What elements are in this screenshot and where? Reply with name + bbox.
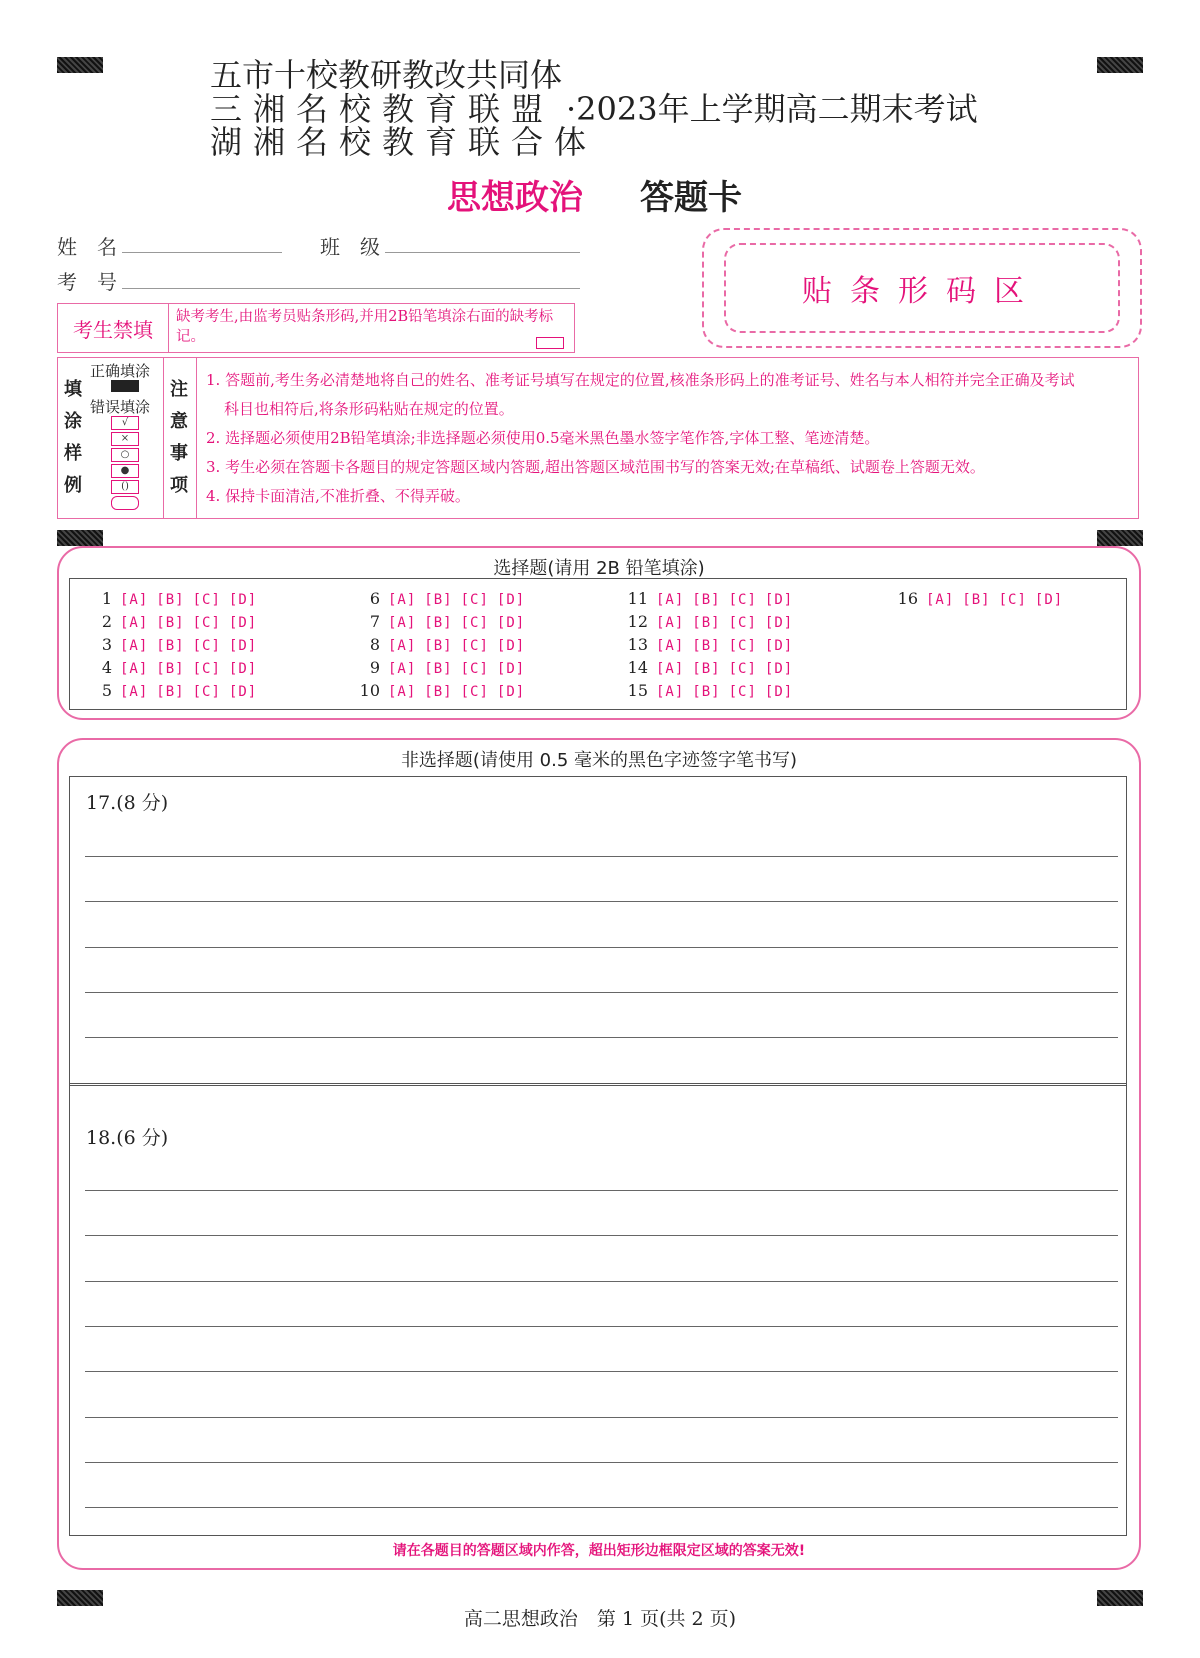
notice-item-2: 2. 选择题必须使用2B铅笔填涂;非选择题必须使用0.5毫米黑色墨水签字笔作答,字体工整、笔迹清楚。 — [206, 429, 880, 447]
choice-option-c[interactable]: [C] — [728, 661, 757, 677]
choice-option-a[interactable]: [A] — [388, 615, 417, 631]
choice-option-d[interactable]: [D] — [764, 638, 794, 654]
choice-option-a[interactable]: [A] — [388, 684, 417, 700]
choice-section-title: 选择题(请用 2B 铅笔填涂) — [493, 558, 705, 579]
answer-line — [85, 1281, 1118, 1282]
answer-line — [85, 1235, 1118, 1236]
notice-item-4: 4. 保持卡面清洁,不准折叠、不得弄破。 — [206, 487, 470, 505]
choice-option-a[interactable]: [A] — [388, 592, 417, 608]
choice-option-a[interactable]: [A] — [120, 684, 149, 700]
question-number: 5 — [101, 681, 112, 700]
answer-line — [85, 1417, 1118, 1418]
answer-line — [85, 1326, 1118, 1327]
choice-option-c[interactable]: [C] — [192, 615, 221, 631]
wrong-sample-cross: × — [111, 432, 139, 446]
choice-option-b[interactable]: [B] — [692, 661, 721, 677]
answer-line — [85, 1190, 1118, 1191]
choice-option-a[interactable]: [A] — [656, 592, 685, 608]
q17-box[interactable] — [69, 776, 1127, 1086]
question-number: 9 — [369, 658, 380, 677]
name-field[interactable] — [122, 252, 282, 253]
choice-question-5 — [90, 681, 257, 700]
answer-line — [85, 992, 1118, 993]
choice-section — [57, 546, 1141, 720]
choice-question-8 — [358, 635, 525, 654]
notice-box — [57, 357, 1139, 519]
choice-option-d[interactable]: [D] — [228, 684, 258, 700]
q17-label: 17.(8 分) — [86, 792, 169, 814]
wrong-sample-circle: ○ — [111, 448, 139, 462]
choice-option-c[interactable]: [C] — [460, 638, 489, 654]
wrong-sample-oval: () — [111, 480, 139, 494]
fill-sample-column — [58, 358, 164, 518]
choice-question-6 — [358, 589, 525, 608]
absent-box — [57, 303, 575, 353]
choice-question-13 — [626, 635, 793, 654]
question-number: 14 — [627, 658, 648, 677]
class-field[interactable] — [385, 252, 580, 253]
answer-line — [85, 901, 1118, 902]
answer-line — [85, 947, 1118, 948]
choice-option-d[interactable]: [D] — [496, 661, 526, 677]
subject-title: 思想政治 — [447, 178, 583, 218]
choice-option-d[interactable]: [D] — [764, 615, 794, 631]
choice-question-2 — [90, 612, 257, 631]
question-number: 2 — [101, 612, 112, 631]
choice-option-b[interactable]: [B] — [424, 592, 453, 608]
choice-option-c[interactable]: [C] — [460, 661, 489, 677]
choice-question-3 — [90, 635, 257, 654]
choice-option-c[interactable]: [C] — [192, 592, 221, 608]
choice-option-a[interactable]: [A] — [388, 638, 417, 654]
choice-option-c[interactable]: [C] — [192, 638, 221, 654]
absent-mark[interactable] — [536, 337, 564, 349]
choice-question-4 — [90, 658, 257, 677]
org-line-3: 湖湘名校教育联合体 — [210, 123, 598, 161]
card-title: 答题卡 — [640, 178, 742, 218]
question-number: 10 — [359, 681, 380, 700]
question-number: 4 — [101, 658, 112, 677]
choice-question-10 — [358, 681, 525, 700]
choice-option-d[interactable]: [D] — [228, 638, 258, 654]
choice-question-14 — [626, 658, 793, 677]
notice-item-1: 1. 答题前,考生务必清楚地将自己的姓名、准考证号填写在规定的位置,核准条形码上的准考证号、姓名与本人相符并完全正确及考试 — [206, 371, 1075, 389]
choice-option-a[interactable]: [A] — [120, 661, 149, 677]
choice-option-c[interactable]: [C] — [728, 638, 757, 654]
class-label: 班 级 — [320, 235, 380, 259]
choice-option-a[interactable]: [A] — [120, 592, 149, 608]
choice-option-d[interactable]: [D] — [496, 684, 526, 700]
answer-line — [85, 1037, 1118, 1038]
free-response-section — [57, 738, 1141, 1570]
choice-option-c[interactable]: [C] — [728, 615, 757, 631]
absent-text: 缺考考生,由监考员贴条形码,并用2B铅笔填涂右面的缺考标记。 — [176, 309, 554, 345]
wrong-sample-partial — [111, 496, 139, 510]
choice-option-d[interactable]: [D] — [764, 661, 794, 677]
choice-option-a[interactable]: [A] — [388, 661, 417, 677]
name-label: 姓 名 — [57, 235, 117, 259]
wrong-sample-check: √ — [111, 416, 139, 430]
org-line-1: 五市十校教研教改共同体 — [210, 56, 563, 94]
choice-option-b[interactable]: [B] — [424, 615, 453, 631]
choice-option-c[interactable]: [C] — [728, 592, 757, 608]
answer-line — [85, 1507, 1118, 1508]
choice-option-a[interactable]: [A] — [926, 592, 955, 608]
choice-option-b[interactable]: [B] — [156, 638, 185, 654]
choice-option-d[interactable]: [D] — [228, 592, 258, 608]
choice-option-a[interactable]: [A] — [120, 615, 149, 631]
answer-line — [85, 1462, 1118, 1463]
choice-option-a[interactable]: [A] — [656, 684, 685, 700]
choice-option-d[interactable]: [D] — [764, 684, 794, 700]
choice-question-9 — [358, 658, 525, 677]
notice-item-3: 3. 考生必须在答题卡各题目的规定答题区域内答题,超出答题区域范围书写的答案无效;在草稿纸、试题卷上答题无效。 — [206, 458, 985, 476]
choice-option-b[interactable]: [B] — [692, 684, 721, 700]
registration-mark-top-right — [1097, 57, 1143, 73]
fill-sample-title: 填 涂 样 例 — [64, 379, 82, 496]
correct-fill-sample — [111, 380, 139, 392]
answer-line — [85, 1371, 1118, 1372]
choice-option-d[interactable]: [D] — [496, 615, 526, 631]
notice-title-column — [163, 358, 197, 518]
correct-fill-label: 正确填涂 — [90, 362, 151, 380]
choice-option-c[interactable]: [C] — [192, 684, 221, 700]
boundary-warning: 请在各题目的答题区域内作答，超出矩形边框限定区域的答案无效! — [392, 1543, 806, 1559]
choice-option-d[interactable]: [D] — [496, 592, 526, 608]
choice-option-a[interactable]: [A] — [656, 638, 685, 654]
registration-mark-top-left — [57, 57, 103, 73]
notice-item-1-cont: 科目也相符后,将条形码粘贴在规定的位置。 — [224, 400, 514, 418]
page-footer: 高二思想政治 第 1 页(共 2 页) — [463, 1608, 737, 1630]
choice-grid — [69, 578, 1127, 710]
choice-option-a[interactable]: [A] — [120, 638, 149, 654]
question-number: 8 — [369, 635, 380, 654]
question-number: 16 — [897, 589, 918, 608]
registration-mark-mid-left — [57, 530, 103, 546]
choice-question-15 — [626, 681, 793, 700]
wrong-sample-dot: ● — [111, 464, 139, 478]
free-section-title: 非选择题(请使用 0.5 毫米的黑色字迹签字笔书写) — [400, 750, 798, 771]
notice-items — [206, 366, 1131, 511]
choice-option-b[interactable]: [B] — [156, 684, 185, 700]
choice-question-12 — [626, 612, 793, 631]
question-number: 12 — [627, 612, 648, 631]
exam-id-field[interactable] — [122, 288, 580, 289]
choice-option-a[interactable]: [A] — [656, 615, 685, 631]
notice-title: 注 意 事 项 — [170, 379, 188, 496]
choice-option-c[interactable]: [C] — [460, 684, 489, 700]
choice-question-7 — [358, 612, 525, 631]
choice-option-c[interactable]: [C] — [460, 592, 489, 608]
choice-question-11 — [626, 589, 793, 608]
choice-option-b[interactable]: [B] — [424, 638, 453, 654]
choice-option-d[interactable]: [D] — [228, 661, 258, 677]
choice-option-b[interactable]: [B] — [156, 615, 185, 631]
choice-option-c[interactable]: [C] — [192, 661, 221, 677]
choice-option-b[interactable]: [B] — [962, 592, 991, 608]
choice-option-b[interactable]: [B] — [692, 615, 721, 631]
exam-name: ·2023年上学期高二期末考试 — [566, 90, 978, 128]
choice-option-b[interactable]: [B] — [692, 638, 721, 654]
choice-option-d[interactable]: [D] — [1034, 592, 1064, 608]
choice-question-1 — [90, 589, 257, 608]
question-number: 11 — [627, 589, 648, 608]
wrong-fill-label: 错误填涂 — [90, 398, 151, 416]
question-number: 3 — [101, 635, 112, 654]
barcode-area: 贴条形码区 — [724, 243, 1120, 333]
choice-option-d[interactable]: [D] — [228, 615, 258, 631]
question-number: 15 — [627, 681, 648, 700]
exam-id-label: 考 号 — [57, 270, 117, 294]
q18-box[interactable] — [69, 1083, 1127, 1536]
org-line-2: 三湘名校教育联盟 — [210, 90, 555, 128]
question-number: 6 — [369, 589, 380, 608]
registration-mark-mid-right — [1097, 530, 1143, 546]
question-number: 13 — [627, 635, 648, 654]
choice-option-d[interactable]: [D] — [496, 638, 526, 654]
absent-label: 考生禁填 — [58, 304, 169, 352]
answer-line — [85, 856, 1118, 857]
q18-label: 18.(6 分) — [86, 1127, 169, 1149]
question-number: 1 — [101, 589, 112, 608]
choice-option-c[interactable]: [C] — [460, 615, 489, 631]
choice-option-c[interactable]: [C] — [728, 684, 757, 700]
choice-option-b[interactable]: [B] — [156, 592, 185, 608]
choice-option-b[interactable]: [B] — [424, 661, 453, 677]
choice-option-b[interactable]: [B] — [692, 592, 721, 608]
choice-question-16 — [896, 589, 1063, 608]
choice-option-b[interactable]: [B] — [156, 661, 185, 677]
choice-option-c[interactable]: [C] — [998, 592, 1027, 608]
question-number: 7 — [369, 612, 380, 631]
choice-option-b[interactable]: [B] — [424, 684, 453, 700]
choice-option-a[interactable]: [A] — [656, 661, 685, 677]
choice-option-d[interactable]: [D] — [764, 592, 794, 608]
